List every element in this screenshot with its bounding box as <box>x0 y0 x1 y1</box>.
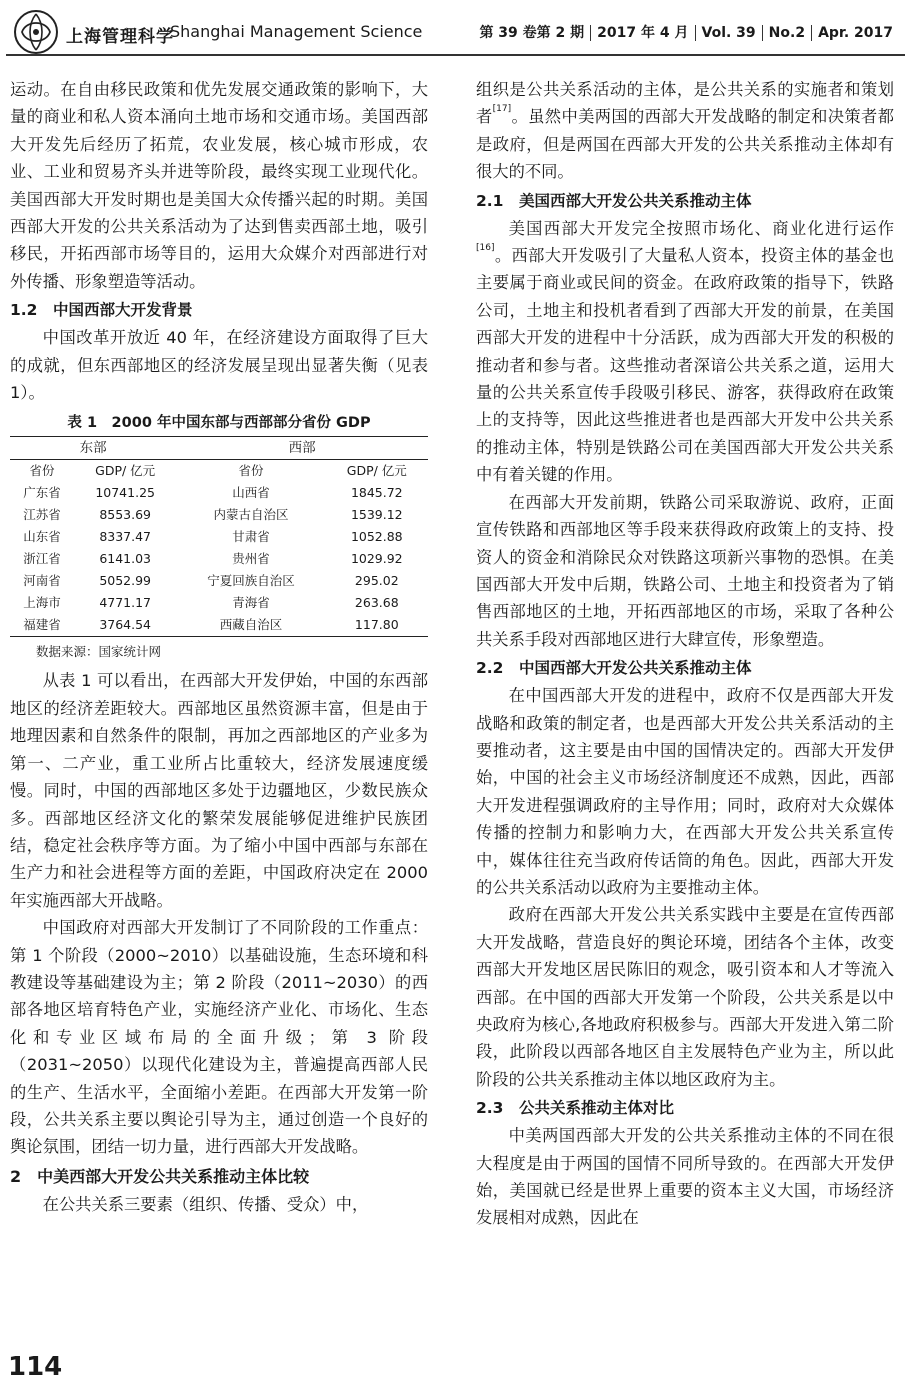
paragraph: 在中国西部大开发的进程中，政府不仅是西部大开发战略和政策的制定者，也是西部大开发公共关系活动的主要推动者，这主要是由中国的国情决定的。西部大开发伊始，中国的社会主义市场经济制度还不成熟，因此，西部大开发进程强调政府的主导作用；同时，政府对大众媒体传播的控制力和影响力大，在西部大开发公共关系宣传中，媒体往往充当政府传话筒的角色。因此，西部大开发的公共关系活动以政府为主要推动主体。 <box>476 686 894 897</box>
section-heading-1-2: 1.2 中国西部大开发背景 <box>10 301 193 320</box>
table-row <box>10 504 428 526</box>
section-heading-2: 2 中美西部大开发公共关系推动主体比较 <box>10 1166 310 1186</box>
cell-east-province: 浙江省 <box>23 551 61 567</box>
date-en: Apr. 2017 <box>818 25 893 41</box>
table-row <box>10 526 428 548</box>
table-row <box>10 548 428 570</box>
table-source-note: 数据来源：国家统计网 <box>36 644 162 660</box>
cell-east-gdp: 8553.69 <box>99 507 152 523</box>
col-header-gdp: GDP/ 亿元 <box>95 463 156 479</box>
cell-west-province: 贵州省 <box>232 551 270 567</box>
cell-west-province: 山西省 <box>232 485 270 501</box>
paragraph: 中国改革开放近 40 年，在经济建设方面取得了巨大的成就，但东西部地区的经济发展呈现出显著失衡（见表 1）。 <box>10 328 428 403</box>
volume-issue-cn: 第 39 卷第 2 期 <box>479 25 585 41</box>
cell-east-province: 上海市 <box>23 595 61 611</box>
col-header-province: 省份 <box>29 463 55 479</box>
table-row <box>10 592 428 614</box>
cell-west-gdp: 1845.72 <box>350 485 403 501</box>
cell-west-gdp: 1029.92 <box>350 551 403 567</box>
cell-west-gdp: 117.80 <box>326 614 428 637</box>
cell-west-gdp: 295.02 <box>354 573 399 589</box>
left-column <box>10 76 428 1218</box>
col-header-province: 省份 <box>238 463 264 479</box>
gdp-table <box>10 436 428 637</box>
date-cn: 2017 年 4 月 <box>597 25 689 41</box>
table-header-west: 西部 <box>176 437 428 460</box>
table-header-row <box>10 437 428 460</box>
cell-east-gdp: 6141.03 <box>99 551 152 567</box>
issue-no-en: No.2 <box>768 25 806 41</box>
page-number: 114 <box>8 1352 63 1382</box>
paragraph: 运动。在自由移民政策和优先发展交通政策的影响下，大量的商业和私人资本涌向土地市场和交通市场。美国西部大开发先后经历了拓荒，农业发展，核心城市形成，农业、工业和贸易齐头并进等阶段，最终实现工业现代化。美国西部大开发时期也是美国大众传播兴起的时期。美国西部大开发的公共关系活动为了达到售卖西部土地，吸引移民，开拓西部市场等目的，运用大众媒介对西部进行对外传播、形象塑造等活动。 <box>10 80 428 291</box>
cell-east-gdp: 3764.54 <box>74 614 176 637</box>
cell-east-gdp: 5052.99 <box>99 573 152 589</box>
citation-ref: [16] <box>476 243 495 254</box>
paragraph-text: 美国西部大开发完全按照市场化、商业化进行运作 <box>508 218 894 238</box>
paragraph-text: 。西部大开发吸引了大量私人资本，投资主体的基金也主要属于商业或民间的资金。在政府政策的指导下，铁路公司，土地主和投机者看到了西部大开发的前景，在美国西部大开发的进程中十分活跃，成为西部大开发的积极的推动者和参与者。这些推动者深谙公共关系之道，运用大量的公共关系宣传手段吸引移民、游客，获得政府在政策上的支持等，因此这些推进者也是西部大开发中公共关系的推动主体，特别是铁路公司在美国西部大开发公共关系中有着关键的作用。 <box>476 246 894 485</box>
paragraph: 政府在西部大开发公共关系实践中主要是在宣传西部大开发战略，营造良好的舆论环境，团结各个主体，改变西部大开发地区居民陈旧的观念，吸引资本和人才等流入西部。在中国的西部大开发第一个阶段，公共关系是以中央政府为核心,各地政府积极参与。西部大开发进入第二阶段，此阶段以西部各地区自主发展特色产业为主，所以此阶段的公共关系推动主体以地区政府为主。 <box>476 905 894 1089</box>
cell-east-province: 江苏省 <box>23 507 61 523</box>
paragraph: 从表 1 可以看出，在西部大开发伊始，中国的东西部地区的经济差距较大。西部地区虽然资源丰富，但是由于地理因素和自然条件的限制，再加之西部地区的产业多为第一、二产业，重工业所占比重较大，经济发展速度缓慢。同时，中国的西部地区多处于边疆地区，少数民族众多。西部地区经济文化的繁荣发展能够促进维护民族团结，稳定社会秩序等方面。为了缩小中国中西部与东部在生产力和社会进程等方面的差距，中国政府决定在 2000 年实施西部大开战略。 <box>10 671 428 910</box>
table-row <box>10 570 428 592</box>
paragraph: 在西部大开发前期，铁路公司采取游说、政府，正面宣传铁路和西部地区等手段来获得政府政策上的支持、投资人的资金和消除民众对铁路这项新兴事物的恐惧。在美国西部大开发中后期，铁路公司、土地主和投资者为了销售西部地区的土地，开拓西部地区的市场，采取了各种公共关系手段对西部地区进行大肆宣传，形象塑造。 <box>476 492 894 649</box>
cell-west-province: 内蒙古自治区 <box>213 507 289 523</box>
cell-east-province: 山东省 <box>23 529 61 545</box>
table-row <box>10 614 428 637</box>
table-header-east: 东部 <box>10 437 176 460</box>
cell-west-province: 青海省 <box>232 595 270 611</box>
volume-en: Vol. 39 <box>701 25 756 41</box>
table-caption: 表 1 2000 年中国东部与西部部分省份 GDP <box>67 415 371 432</box>
page-header <box>0 0 915 62</box>
paragraph: 在公共关系三要素（组织、传播、受众）中， <box>42 1194 369 1214</box>
journal-logo-icon <box>12 8 60 56</box>
right-column <box>476 76 894 1232</box>
cell-east-gdp: 8337.47 <box>99 529 152 545</box>
header-rule <box>6 54 905 56</box>
section-heading-2-3: 2.3 公共关系推动主体对比 <box>476 1099 674 1118</box>
cell-west-province: 宁夏回族自治区 <box>207 573 295 589</box>
paragraph-text: 。虽然中美两国的西部大开发战略的制定和决策者都是政府，但是两国在西部大开发的公共关系推动主体却有很大的不同。 <box>476 107 894 182</box>
cell-west-gdp: 1052.88 <box>350 529 403 545</box>
cell-west-gdp: 1539.12 <box>350 507 403 523</box>
paragraph: 中国政府对西部大开发制订了不同阶段的工作重点：第 1 个阶段（2000~2010）以基础设施，生态环境和科教建设等基础建设为主；第 2 阶段（2011~2030）的西部各地区培育特色产业，实施经济产业化、市场化、生态化和专业区域布局的全面升级；第 3 阶段（2031~2050）以现代化建设为主，普遍提高西部人民的生产、生活水平，全面缩小差距。在西部大开发第一阶段，公共关系主要以舆论引导为主，通过创造一个良好的舆论氛围，团结一切力量，进行西部大开发战略。 <box>10 918 428 1157</box>
cell-east-province: 广东省 <box>23 485 61 501</box>
cell-east-gdp: 4771.17 <box>99 595 152 611</box>
paragraph <box>476 215 894 489</box>
cell-east-province: 河南省 <box>23 573 61 589</box>
paragraph: 中美两国西部大开发的公共关系推动主体的不同在很大程度是由于两国的国情不同所导致的。在西部大开发伊始，美国就已经是世界上重要的资本主义大国，市场经济发展相对成熟，因此在 <box>476 1126 894 1228</box>
cell-west-province: 西藏自治区 <box>176 614 325 637</box>
table-subheader-row <box>10 460 428 483</box>
journal-title-cn: 上海管理科学 <box>66 27 174 47</box>
issue-info <box>475 22 897 42</box>
citation-ref: [17] <box>492 104 512 115</box>
section-heading-2-2: 2.2 中国西部大开发公共关系推动主体 <box>476 659 752 678</box>
section-heading-2-1: 2.1 美国西部大开发公共关系推动主体 <box>476 191 752 210</box>
cell-east-province: 福建省 <box>10 614 74 637</box>
cell-west-province: 甘肃省 <box>232 529 270 545</box>
paragraph <box>476 76 894 186</box>
journal-title-en: Shanghai Management Science <box>170 22 423 41</box>
paragraph-text: 组织是公共关系活动的主体，是公共关系的实施者和策划者 <box>476 80 894 127</box>
cell-west-gdp: 263.68 <box>354 595 399 611</box>
cell-east-gdp: 10741.25 <box>95 485 155 501</box>
col-header-gdp: GDP/ 亿元 <box>346 463 407 479</box>
table-row <box>10 482 428 504</box>
